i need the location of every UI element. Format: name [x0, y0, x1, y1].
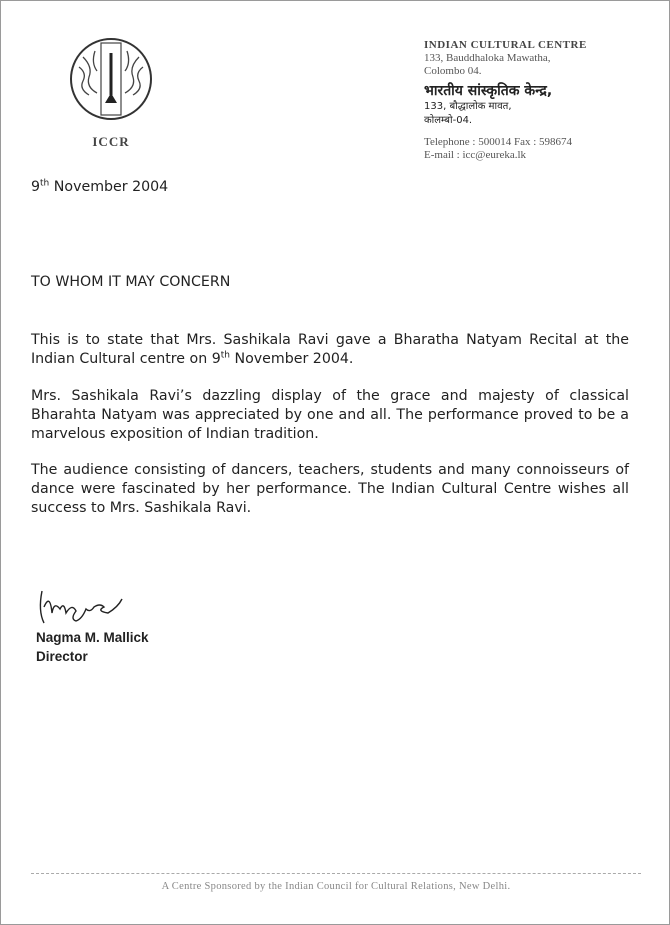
iccr-emblem-logo — [69, 37, 153, 121]
address-line: Colombo 04. — [424, 65, 482, 77]
salutation: TO WHOM IT MAY CONCERN — [31, 274, 231, 290]
signatory-title: Director — [36, 649, 88, 664]
signatory-name: Nagma M. Mallick — [36, 630, 149, 645]
logo-text: ICCR — [92, 134, 130, 149]
date-day: 9 — [31, 179, 41, 195]
date-rest: November 2004 — [49, 179, 169, 195]
footer-divider — [31, 873, 641, 874]
paragraph-2: Mrs. Sashikala Ravi’s dazzling display of the grace and majesty of classical Bharahta Natyam was appreciated by one and all. The performance proved to be a marvelous exposition of Indian tradition. — [31, 388, 629, 442]
signatory — [36, 628, 149, 666]
hindi-address-line: 133, बौद्धालोक मावत, — [424, 101, 512, 112]
hindi-address-line: कोलम्बो-04. — [424, 115, 473, 126]
letter-date — [31, 179, 168, 195]
hindi-org-name: भारतीय सांस्कृतिक केन्द्र, — [424, 83, 553, 99]
p1-text: This is to state that Mrs. Sashikala Ravi gave a Bharatha Natyam Recital at the Indian Cultural centre on 9 — [31, 332, 629, 367]
letterhead-address — [424, 39, 587, 162]
telephone-fax: Telephone : 500014 Fax : 598674 — [424, 136, 573, 148]
address-line: 133, Bauddhaloka Mawatha, — [424, 52, 551, 64]
p1-text-end: November 2004. — [229, 351, 354, 367]
footer-text: A Centre Sponsored by the Indian Council for Cultural Relations, New Delhi. — [161, 881, 511, 892]
email: E-mail : icc@eureka.lk — [424, 149, 527, 161]
paragraph-1 — [31, 331, 629, 369]
paragraph-3: The audience consisting of dancers, teachers, students and many connoisseurs of dance were fascinated by her performance. The Indian Cultural Centre wishes all success to Mrs. Sashikala Ravi. — [31, 462, 629, 516]
handwritten-signature — [36, 581, 136, 631]
org-name: INDIAN CULTURAL CENTRE — [424, 39, 587, 51]
date-suffix: th — [40, 178, 50, 189]
p1-sup: th — [220, 350, 230, 361]
